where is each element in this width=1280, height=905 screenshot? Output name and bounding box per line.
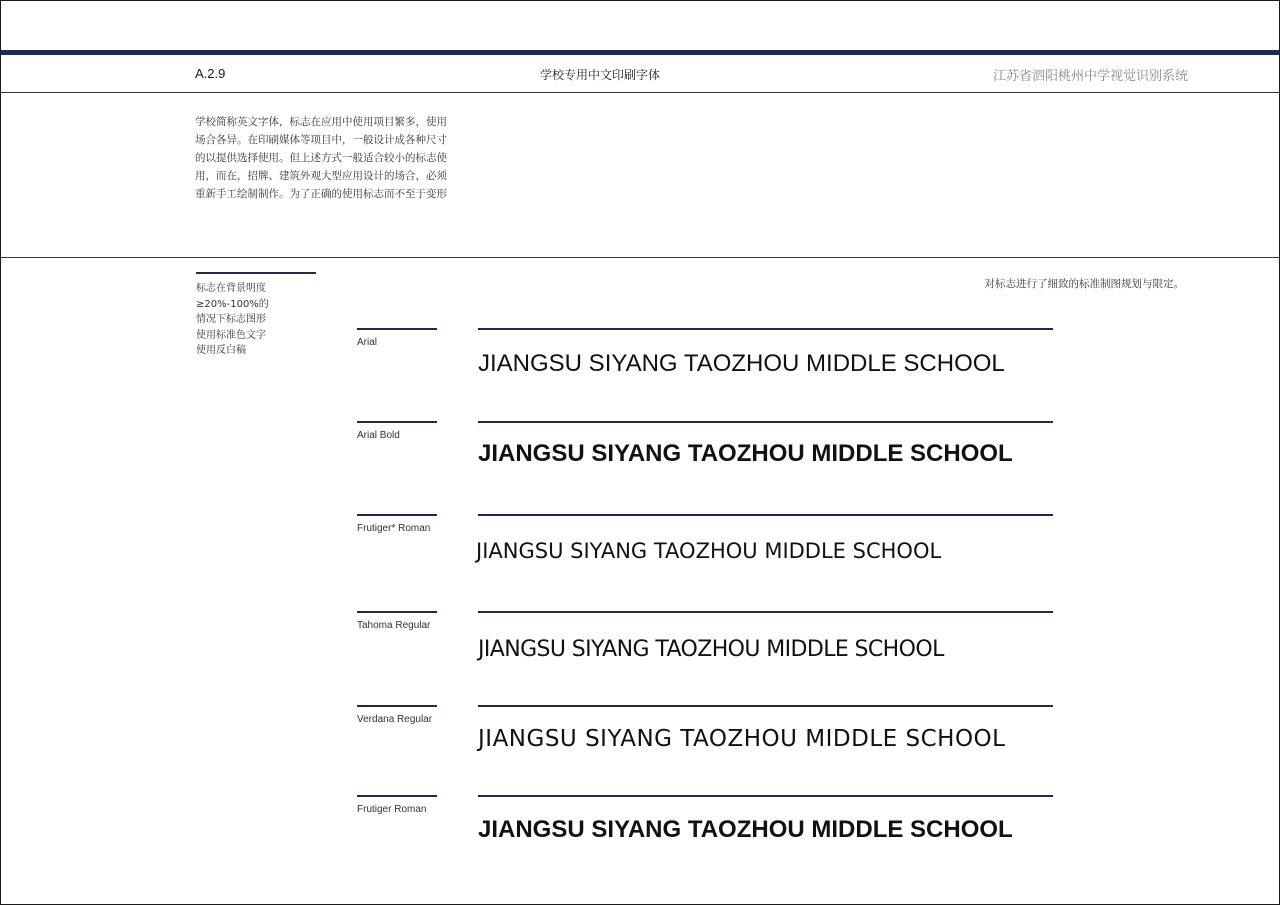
font-label: Frutiger* Roman xyxy=(357,523,431,534)
section-code: A.2.9 xyxy=(195,66,226,81)
font-sample-text: JIANGSU SIYANG TAOZHOU MIDDLE SCHOOL xyxy=(478,350,1005,377)
side-note xyxy=(196,281,306,359)
side-note-line: 标志在背景明度 xyxy=(196,283,266,294)
label-rule xyxy=(357,328,437,330)
font-label: Arial xyxy=(357,337,378,348)
intro-line: 用，而在，招牌、建筑外观大型应用设计的场合，必须 xyxy=(195,170,447,182)
intro-line: 的以提供选择使用。但上述方式一般适合较小的标志使 xyxy=(195,152,447,164)
label-rule xyxy=(357,514,437,516)
sample-rule xyxy=(478,514,1053,516)
intro-paragraph xyxy=(195,113,475,203)
right-note: 对标志进行了细致的标准制图规划与限定。 xyxy=(984,278,1184,290)
side-note-line: 使用标准色文字 xyxy=(196,329,266,341)
page-title-text: 学校专用中文印刷字体 xyxy=(539,68,660,82)
font-label: Frutiger Roman xyxy=(357,804,427,815)
organization-name: 江苏省泗阳桃州中学视觉识别系统 xyxy=(992,69,1188,84)
font-sample-text: JIANGSU SIYANG TAOZHOU MIDDLE SCHOOL xyxy=(478,726,1006,752)
header-divider xyxy=(1,92,1279,93)
font-sample-text: JIANGSU SIYANG TAOZHOU MIDDLE SCHOOL xyxy=(476,539,942,563)
sample-rule xyxy=(478,421,1053,423)
side-note-line: 情况下标志图形 xyxy=(196,314,266,325)
label-rule xyxy=(357,421,437,423)
side-note-line: ≥20%-100%的 xyxy=(196,298,269,310)
header-accent-bar xyxy=(1,50,1279,55)
label-rule xyxy=(357,705,437,707)
side-note-rule xyxy=(196,272,316,274)
label-rule xyxy=(357,611,437,613)
sample-rule xyxy=(478,795,1053,797)
label-rule xyxy=(357,795,437,797)
intro-divider xyxy=(1,257,1279,258)
font-sample-text: JIANGSU SIYANG TAOZHOU MIDDLE SCHOOL xyxy=(478,440,1013,467)
font-label: Arial Bold xyxy=(357,430,400,441)
intro-line: 重新手工绘制制作。为了正确的使用标志而不至于变形 xyxy=(195,188,447,200)
intro-line: 场合各异。在印刷媒体等项目中，一般设计成各种尺寸 xyxy=(195,134,447,146)
font-sample-text: JIANGSU SIYANG TAOZHOU MIDDLE SCHOOL xyxy=(478,637,944,662)
sample-rule xyxy=(478,611,1053,613)
font-label: Tahoma Regular xyxy=(357,620,431,631)
side-note-line: 使用反白稿 xyxy=(196,345,246,356)
sample-rule xyxy=(478,705,1053,707)
font-label: Verdana Regular xyxy=(357,714,433,725)
intro-line: 学校简称英文字体，标志在应用中使用项目繁多，使用 xyxy=(195,116,447,128)
sample-rule xyxy=(478,328,1053,330)
font-sample-text: JIANGSU SIYANG TAOZHOU MIDDLE SCHOOL xyxy=(478,816,1013,843)
